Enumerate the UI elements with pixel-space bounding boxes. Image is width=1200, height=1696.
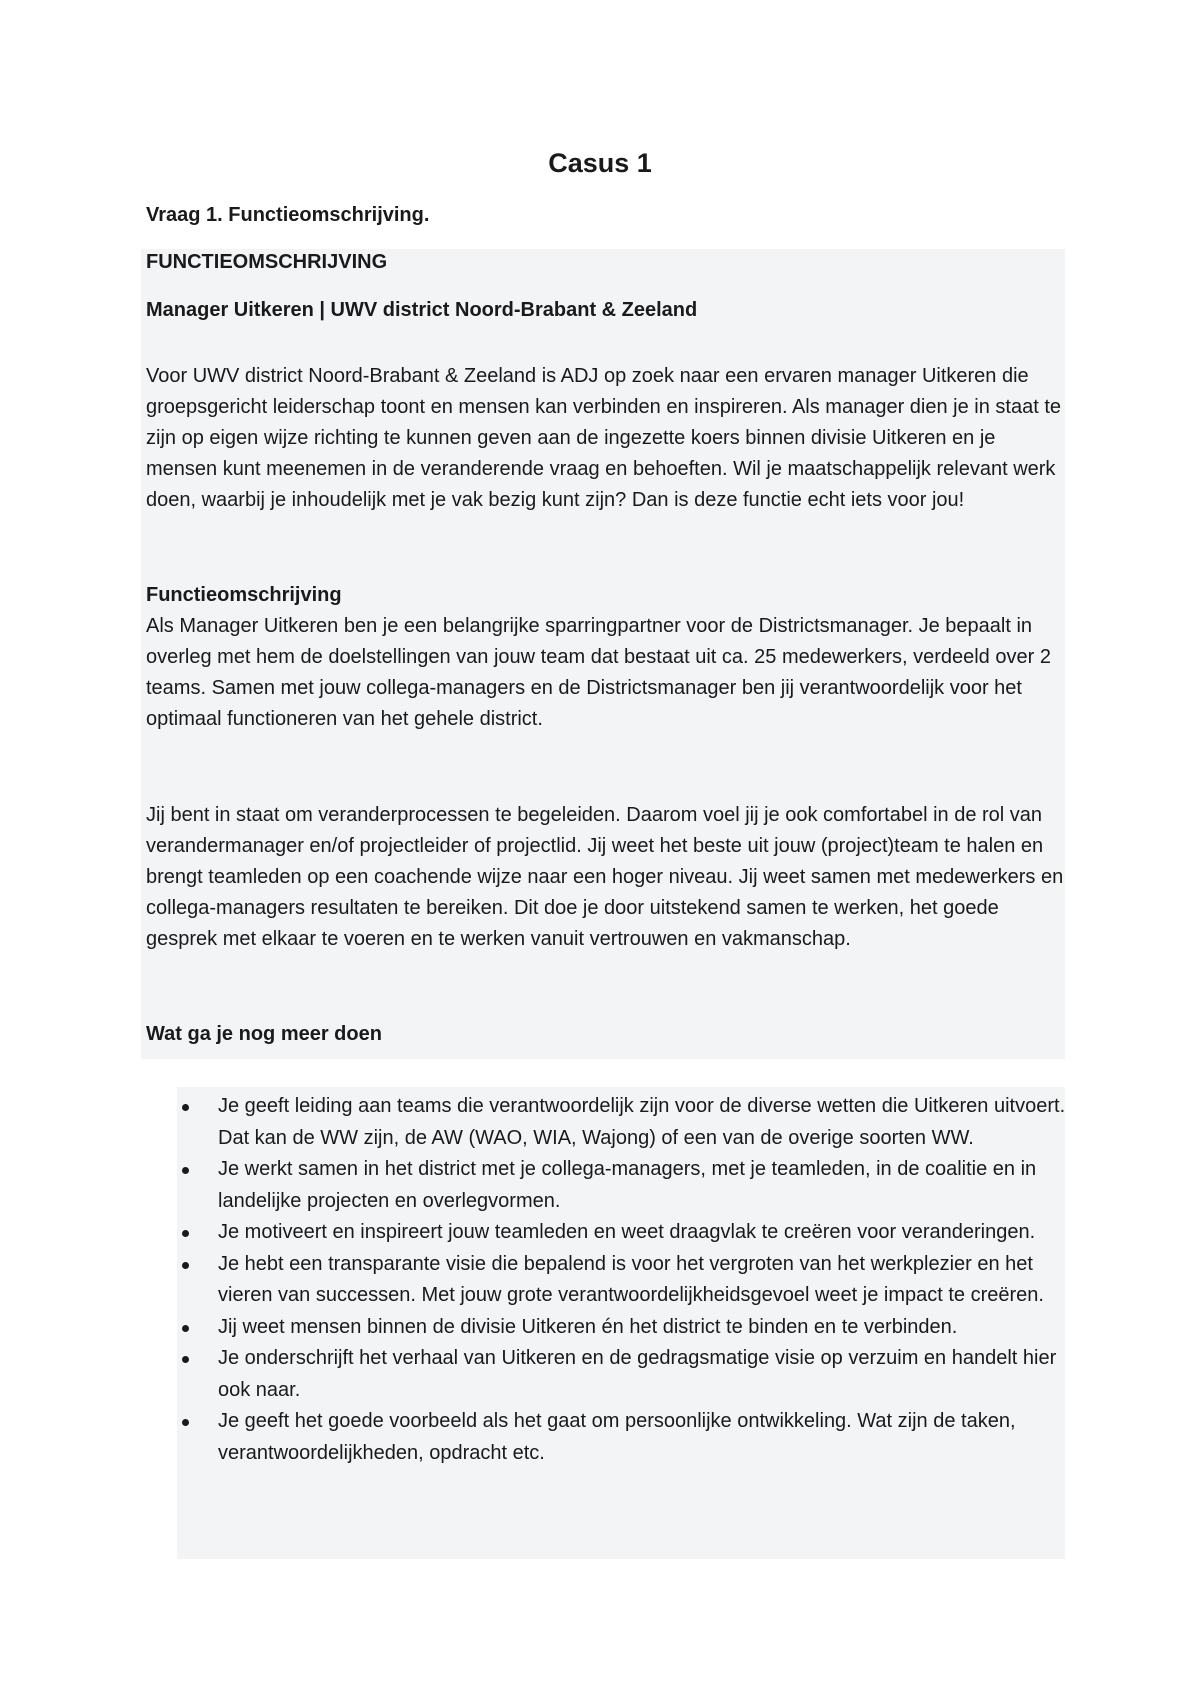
list-item — [176, 1249, 1066, 1312]
bullet-icon — [182, 1325, 189, 1332]
bullet-icon — [182, 1167, 189, 1174]
bullet-icon — [182, 1356, 189, 1363]
list-item — [176, 1406, 1066, 1469]
list-item — [176, 1091, 1066, 1154]
list-item-text: Je geeft het goede voorbeeld als het gaat om persoonlijke ontwikkeling. Wat zijn de taken, verantwoordelijkheden, opdracht etc. — [218, 1410, 1016, 1464]
description-paragraph-1: Als Manager Uitkeren ben je een belangrijke sparringpartner voor de Districtsmanager. Je bepaalt in overleg met hem de doelstellingen van jouw team dat bestaat uit ca. 25 medewerkers, verdeeld over 2 teams. Samen met jouw collega-managers en de Districtsmanager ben jij verantwoordelijk voor het optimaal functioneren van het gehele district. — [146, 615, 1051, 730]
vacancy-label: FUNCTIEOMSCHRIJVING — [146, 251, 388, 273]
bullet-icon — [182, 1262, 189, 1269]
list-item — [176, 1217, 1066, 1249]
list-item-text: Je werkt samen in het district met je collega-managers, met je teamleden, in de coalitie en in landelijke projecten en overlegvormen. — [218, 1158, 1037, 1212]
list-item-text: Je motiveert en inspireert jouw teamleden en weet draagvlak te creëren voor veranderingen. — [218, 1221, 1036, 1243]
page-title: Casus 1 — [548, 148, 652, 178]
list-item-text: Jij weet mensen binnen de divisie Uitkeren én het district te binden en te verbinden. — [218, 1315, 958, 1338]
list-item-text: Je geeft leiding aan teams die verantwoordelijk zijn voor de diverse wetten die Uitkeren uitvoert. Dat kan de WW zijn, de AW (WAO, WIA, Wajong) of een van de overige soorten WW. — [218, 1095, 1066, 1149]
bullet-icon — [182, 1230, 189, 1237]
list-item-text: Je hebt een transparante visie die bepalend is voor het vergroten van het werkplezier en het vieren van successen. Met jouw grote verantwoordelijkheidsgevoel weet je impact te creëren. — [218, 1252, 1044, 1306]
list-item — [176, 1312, 1066, 1344]
description-paragraph-2: Jij bent in staat om veranderprocessen te begeleiden. Daarom voel jij je ook comfortabel in de rol van verandermanager en/of projectleider of projectlid. Jij weet het beste uit jouw (project)team te halen en brengt teamleden op een coachende wijze naar een hoger niveau. Jij weet samen met medewerkers en collega-managers resultaten te bereiken. Dit doe je door uitstekend samen te werken, het goede gesprek met elkaar te voeren en te werken vanuit vertrouwen en vakmanschap. — [146, 804, 1064, 950]
intro-paragraph: Voor UWV district Noord-Brabant & Zeeland is ADJ op zoek naar een ervaren manager Uitkeren die groepsgericht leiderschap toont en mensen kan verbinden en inspireren. Als manager dien je in staat te zijn op eigen wijze richting te kunnen geven aan de ingezette koers binnen divisie Uitkeren en je mensen kunt meenemen in de veranderende vraag en behoeften. Wil je maatschappelijk relevant werk doen, waarbij je inhoudelijk met je vak bezig kunt zijn? Dan is deze functie echt iets voor jou! — [146, 365, 1062, 511]
bullet-icon — [182, 1104, 189, 1111]
task-list — [176, 1091, 1066, 1469]
list-item — [176, 1154, 1066, 1217]
list-item-text: Je onderschrijft het verhaal van Uitkeren en de gedragsmatige visie op verzuim en handelt hier ook naar. — [218, 1347, 1057, 1401]
description-heading: Functieomschrijving — [146, 584, 342, 606]
bullet-icon — [182, 1419, 189, 1426]
question-heading: Vraag 1. Functieomschrijving. — [146, 204, 430, 226]
job-title: Manager Uitkeren | UWV district Noord-Brabant & Zeeland — [146, 299, 698, 321]
list-item — [176, 1343, 1066, 1406]
more-heading: Wat ga je nog meer doen — [146, 1023, 382, 1045]
